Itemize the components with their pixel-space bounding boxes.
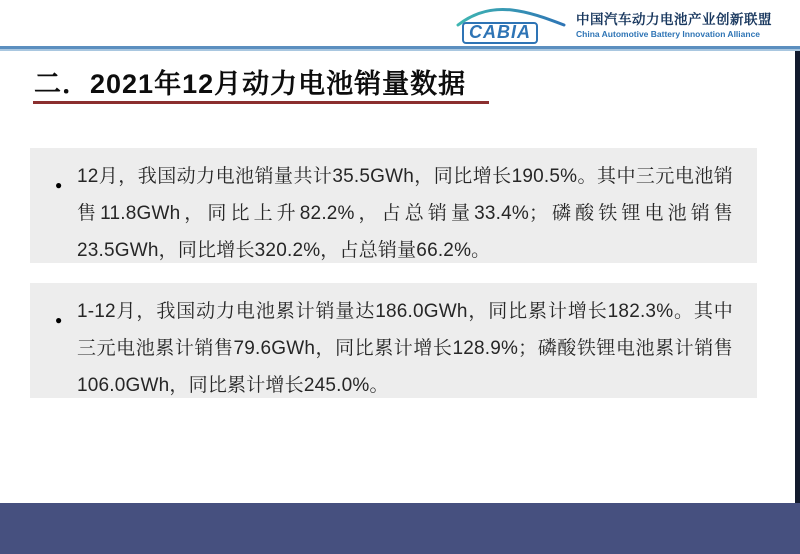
bullet-item xyxy=(30,283,757,404)
cabia-logo xyxy=(456,7,566,45)
bullet-icon: ● xyxy=(55,313,63,327)
header-divider xyxy=(0,46,800,51)
logo-group xyxy=(456,7,772,45)
title-underline xyxy=(33,101,489,104)
org-name-zh: 中国汽车动力电池产业创新联盟 xyxy=(576,12,772,28)
bullet-item xyxy=(30,148,757,269)
header xyxy=(0,0,800,46)
info-box-cumulative xyxy=(30,283,757,398)
bullet-icon: ● xyxy=(55,178,63,192)
footer-bar xyxy=(0,503,800,554)
page-title: 二．2021年12月动力电池销量数据 xyxy=(34,69,467,99)
org-names xyxy=(576,12,772,40)
cabia-wordmark: CABIA xyxy=(462,22,538,44)
right-edge-shadow xyxy=(795,51,800,554)
bullet-text-monthly: 12月，我国动力电池销量共计35.5GWh，同比增长190.5%。其中三元电池销售11.8GWh，同比上升82.2%，占总销量33.4%；磷酸铁锂电池销售23.5GWh，同比增长320.2%，占总销量66.2%。 xyxy=(77,166,733,261)
bullet-text-cumulative: 1-12月，我国动力电池累计销量达186.0GWh，同比累计增长182.3%。其中三元电池累计销售79.6GWh，同比累计增长128.9%；磷酸铁锂电池累计销售106.0GWh，同比累计增长245.0%。 xyxy=(77,301,733,396)
org-name-en: China Automotive Battery Innovation Alliance xyxy=(576,29,761,40)
info-box-monthly xyxy=(30,148,757,263)
